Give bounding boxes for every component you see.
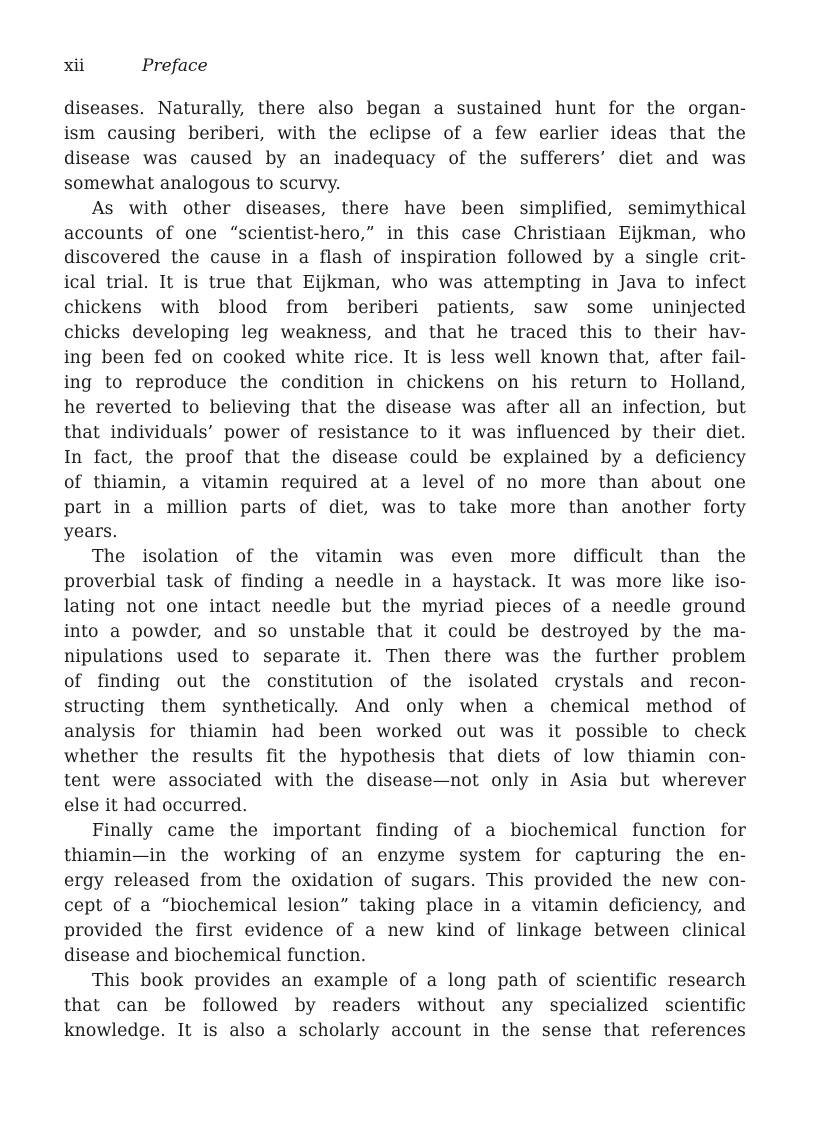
text-line: disease and biochemical function. [64,945,367,966]
text-line: he reverted to believing that the disease was after all an infection, but [64,397,746,418]
text-line: Finally came the important finding of a biochemical function for [92,821,746,842]
text-line: part in a million parts of diet, was to take more than another forty [64,497,746,518]
text-line: somewhat analogous to scurvy. [64,173,342,194]
text-line: thiamin—in the working of an enzyme system for capturing the en- [64,846,746,867]
paragraph [64,969,746,1044]
text-line: tent were associated with the disease—not only in Asia but wherever [64,771,746,792]
text-line: discovered the cause in a flash of inspiration followed by a single crit- [64,248,746,269]
paragraph [64,819,746,968]
body-text [64,97,746,1043]
page-number: xii [64,56,85,76]
text-line: In fact, the proof that the disease could be explained by a deficiency [64,447,746,468]
text-line: accounts of one “scientist-hero,” in this case Christiaan Eijkman, who [64,223,746,244]
text-line: ical trial. It is true that Eijkman, who was attempting in Java to infect [64,273,746,294]
text-line: chickens with blood from beriberi patients, saw some uninjected [64,298,746,319]
text-line: nipulations used to separate it. Then there was the further problem [64,646,746,667]
running-title: Preface [142,56,208,76]
text-line: This book provides an example of a long path of scientific research [92,970,746,991]
text-line: else it had occurred. [64,796,248,817]
text-line: structing them synthetically. And only when a chemical method of [64,696,746,717]
text-line: whether the results fit the hypothesis that diets of low thiamin con- [64,746,746,767]
text-line: provided the first evidence of a new kind of linkage between clinical [64,920,746,941]
text-line: into a powder, and so unstable that it could be destroyed by the ma- [64,622,746,643]
paragraph [64,197,746,546]
text-line: of thiamin, a vitamin required at a level of no more than about one [64,472,746,493]
paragraph [64,545,746,819]
text-line: lating not one intact needle but the myriad pieces of a needle ground [64,597,746,618]
paragraph [64,97,746,197]
text-line: ism causing beriberi, with the eclipse of a few earlier ideas that the [64,123,746,144]
text-line: proverbial task of finding a needle in a haystack. It was more like iso- [64,572,746,593]
text-line: analysis for thiamin had been worked out was it possible to check [64,721,746,742]
text-line: diseases. Naturally, there also began a sustained hunt for the organ- [64,99,746,119]
text-line: that individuals’ power of resistance to it was influenced by their diet. [64,422,746,443]
text-line: years. [64,522,118,543]
text-line: disease was caused by an inadequacy of the sufferers’ diet and was [64,148,746,169]
text-line: The isolation of the vitamin was even more difficult than the [92,547,746,568]
text-line: cept of a “biochemical lesion” taking place in a vitamin deficiency, and [64,896,746,916]
text-line: chicks developing leg weakness, and that he traced this to their hav- [64,323,746,344]
running-head [64,56,208,76]
text-line: knowledge. It is also a scholarly account in the sense that references [64,1020,746,1041]
text-line: that can be followed by readers without any specialized scientific [64,995,746,1016]
text-line: ergy released from the oxidation of sugars. This provided the new con- [64,871,746,892]
text-line: As with other diseases, there have been simplified, semimythical [92,198,746,219]
text-line: ing been fed on cooked white rice. It is less well known that, after fail- [64,348,746,369]
text-line: ing to reproduce the condition in chickens on his return to Holland, [64,372,746,393]
text-line: of finding out the constitution of the isolated crystals and recon- [64,671,746,692]
